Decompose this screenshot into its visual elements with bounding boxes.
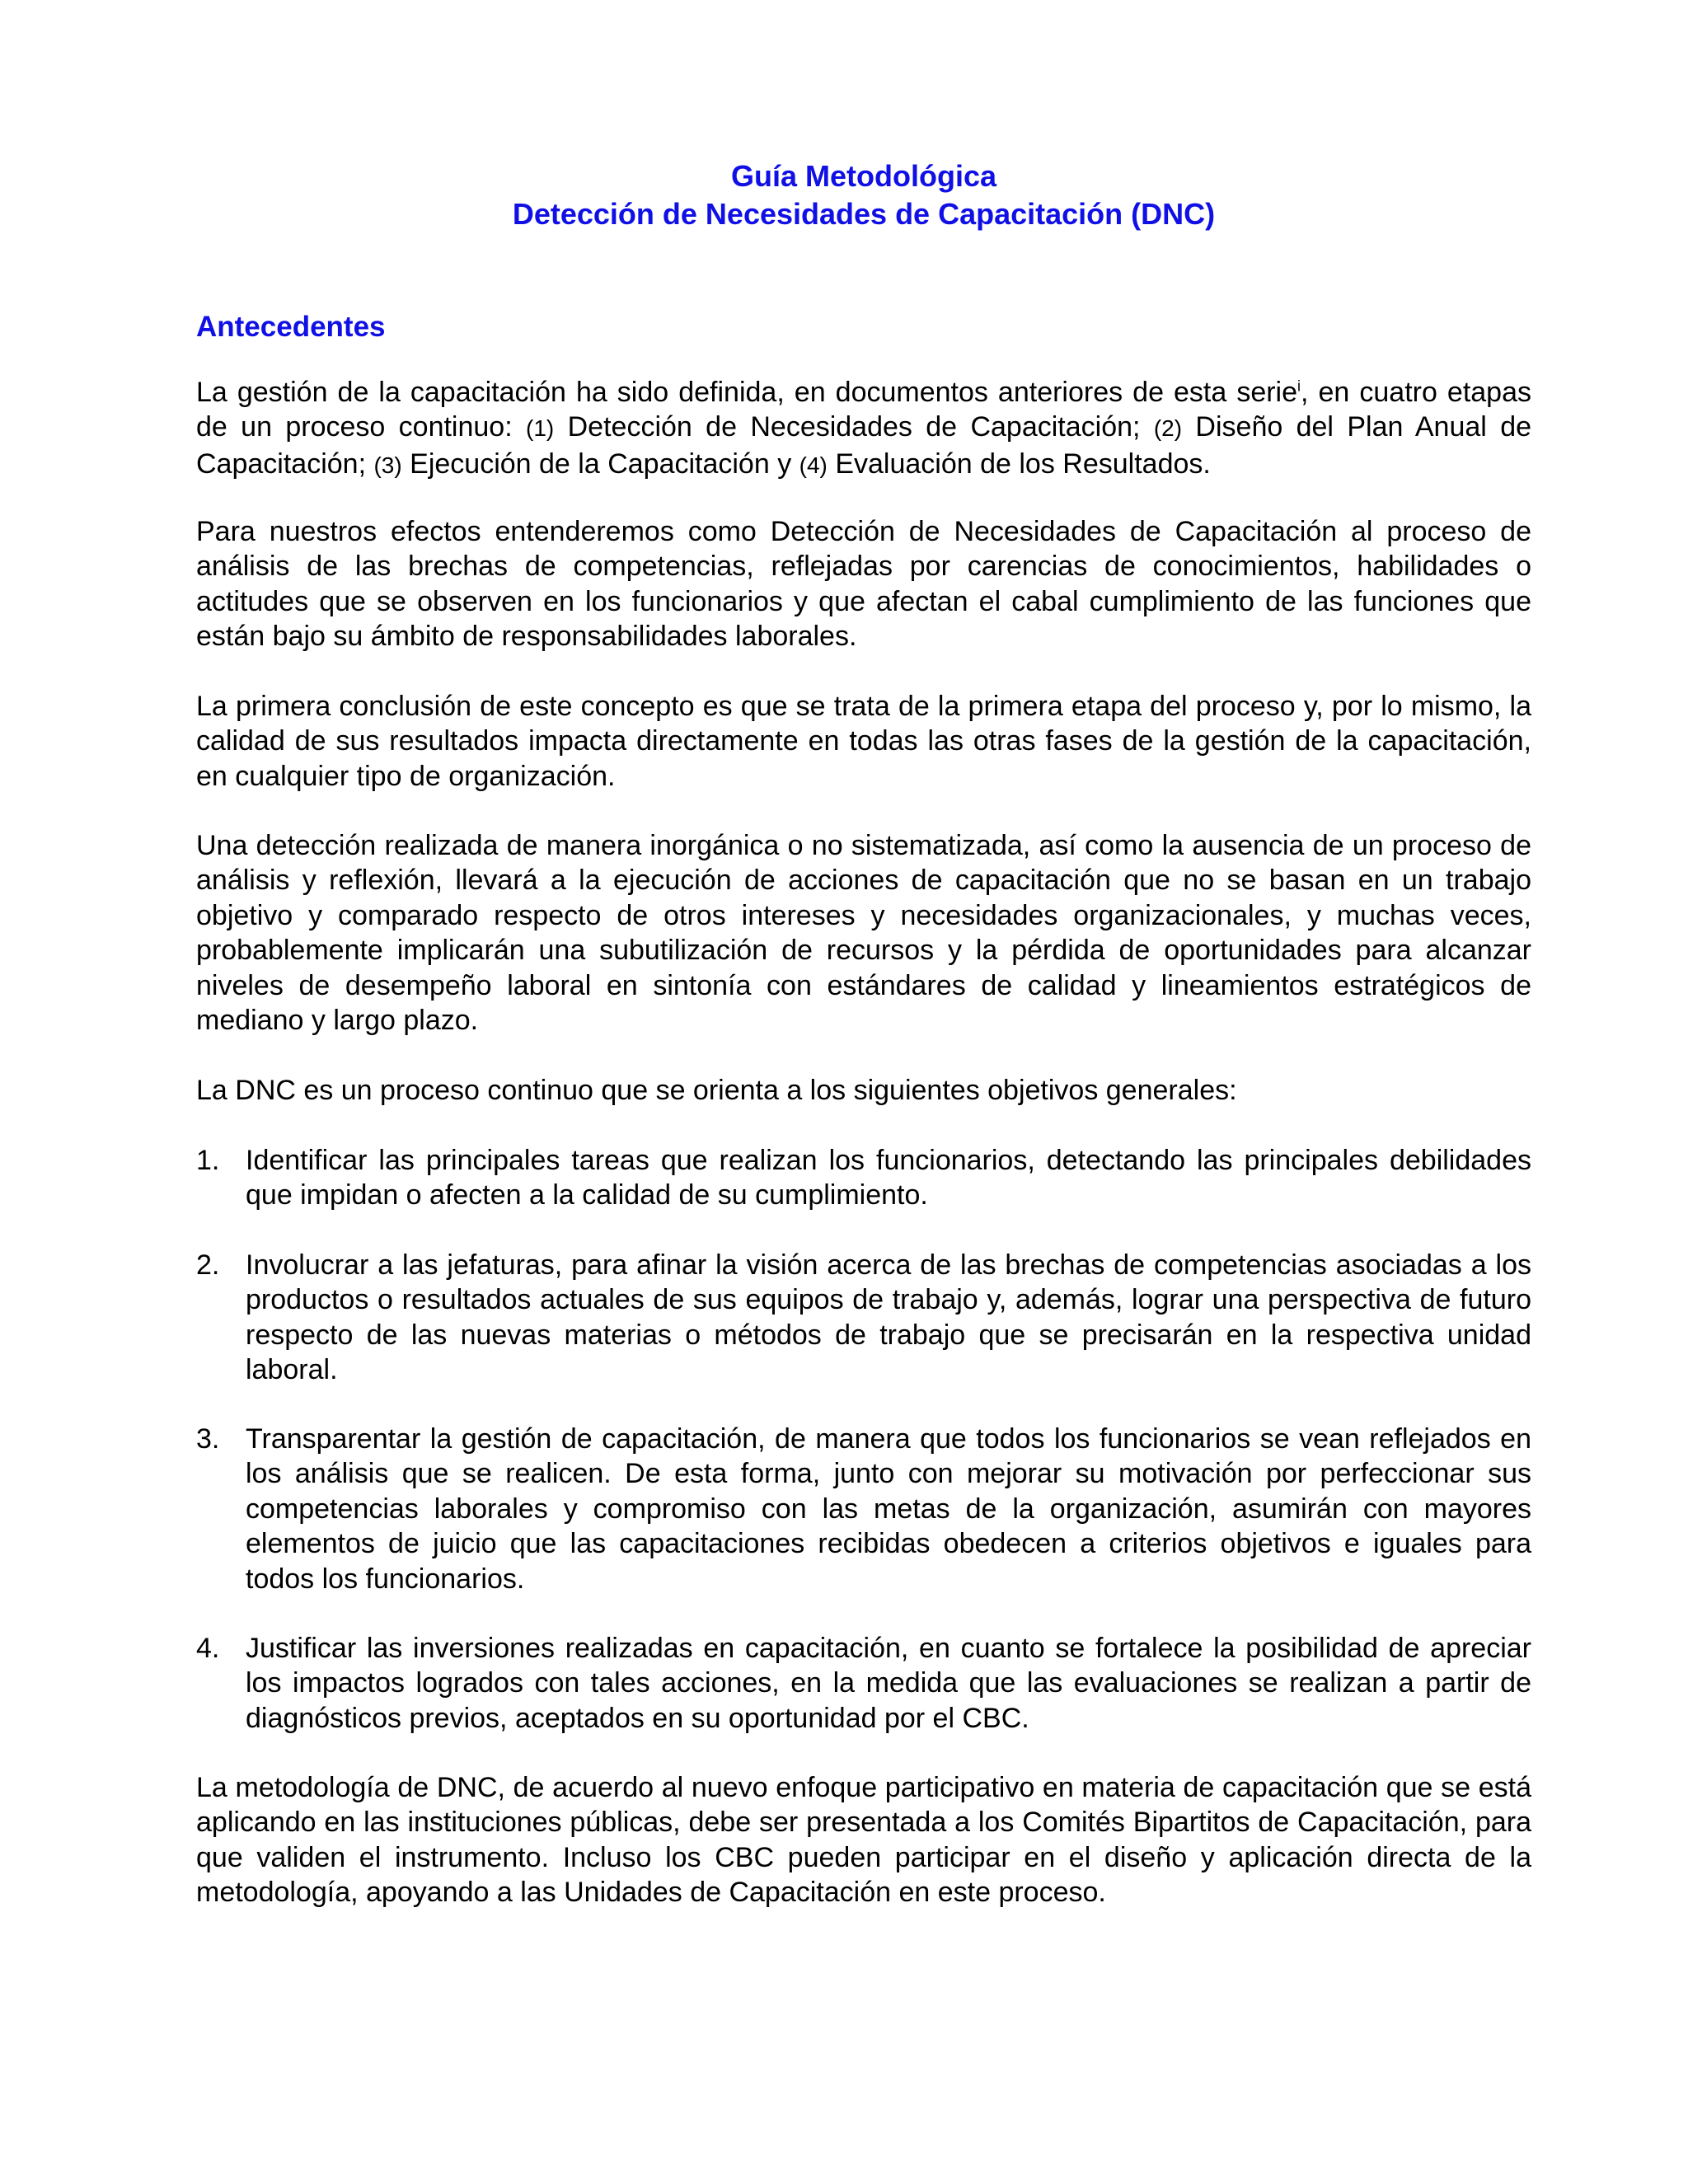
- objective-text: Transparentar la gestión de capacitación, de manera que todos los funcionarios se vean reflejados en los análisis que se realicen. De esta forma, junto con mejorar su motivación por perfeccionar sus competencias laborales y compromiso con las metas de la organización, asumirán con mayores elementos de juicio que las capacitaciones recibidas obedecen a criterios objetivos e iguales para todos los funcionarios.: [246, 1423, 1531, 1595]
- objective-text: Involucrar a las jefaturas, para afinar la visión acerca de las brechas de competencias asociadas a los productos o resultados actuales de sus equipos de trabajo y, además, lograr una perspectiva de futuro respecto de las nuevas materias o métodos de trabajo que se precisarán en la respectiva unidad laboral.: [246, 1249, 1531, 1386]
- objective-number: 1.: [196, 1145, 220, 1176]
- objective-number: 3.: [196, 1423, 220, 1455]
- title-line-1: Guía Metodológica: [730, 159, 996, 193]
- objective-text: Identificar las principales tareas que realizan los funcionarios, detectando las principales debilidades que impidan o afecten a la calidad de su cumplimiento.: [246, 1145, 1531, 1212]
- objective-text: Justificar las inversiones realizadas en capacitación, en cuanto se fortalece la posibilidad de apreciar los impactos logrados con tales acciones, en la medida que las evaluaciones se realizan a partir de diagnósticos previos, aceptados en su oportunidad por el CBC.: [246, 1633, 1531, 1734]
- section-heading: Antecedentes: [196, 311, 386, 343]
- footnote-marker: i: [1297, 377, 1301, 395]
- conclusion-paragraph: La primera conclusión de este concepto es que se trata de la primera etapa del proceso y, por lo mismo, la calidad de sus resultados impacta directamente en todas las otras fases de la gestión de la capacitación, en cualquier tipo de organización.: [196, 691, 1531, 792]
- definition-paragraph: Para nuestros efectos entenderemos como Detección de Necesidades de Capacitación al proceso de análisis de las brechas de competencias, reflejadas por carencias de conocimientos, habilidades o actitudes que se observen en los funcionarios y que afectan el cabal cumplimiento de las funciones que están bajo su ámbito de responsabilidades laborales.: [196, 516, 1531, 653]
- methodology-paragraph: La metodología de DNC, de acuerdo al nuevo enfoque participativo en materia de capacitación que se está aplicando en las instituciones públicas, debe ser presentada a los Comités Bipartitos de Capacitación, para que validen el instrumento. Incluso los CBC pueden participar en el diseño y aplicación directa de la metodología, apoyando a las Unidades de Capacitación en este proceso.: [196, 1772, 1531, 1909]
- intro-paragraph: La gestión de la capacitación ha sido definida, en documentos anteriores de esta serie$^i$, en cuatro etapas de un proceso continuo: (1) Detección de Necesidades de Capacitación; (2) Diseño del Plan Anual de Capacitación; (3) Ejecución de la Capacitación y (4) Evaluación de los Resultados.: [196, 377, 1532, 480]
- stage-number-3: (3): [373, 452, 402, 478]
- objectives-intro-paragraph: La DNC es un proceso continuo que se orienta a los siguientes objetivos generales:: [196, 1075, 1237, 1106]
- document-title: [196, 157, 1531, 233]
- stage-number-1: (1): [526, 415, 555, 442]
- detection-paragraph: Una detección realizada de manera inorgánica o no sistematizada, así como la ausencia de un proceso de análisis y reflexión, llevará a la ejecución de acciones de capacitación que no se basan en un trabajo objetivo y comparado respecto de otros intereses y necesidades organizacionales, y muchas veces, probablemente implicarán una subutilización de recursos y la pérdida de oportunidades para alcanzar niveles de desempeño laboral en sintonía con estándares de calidad y lineamientos estratégicos de mediano y largo plazo.: [196, 830, 1531, 1037]
- stage-number-2: (2): [1153, 415, 1183, 442]
- objective-number: 4.: [196, 1633, 220, 1664]
- stage-number-4: (4): [799, 452, 828, 478]
- objective-number: 2.: [196, 1249, 220, 1281]
- title-line-2: Detección de Necesidades de Capacitación (DNC): [512, 197, 1216, 231]
